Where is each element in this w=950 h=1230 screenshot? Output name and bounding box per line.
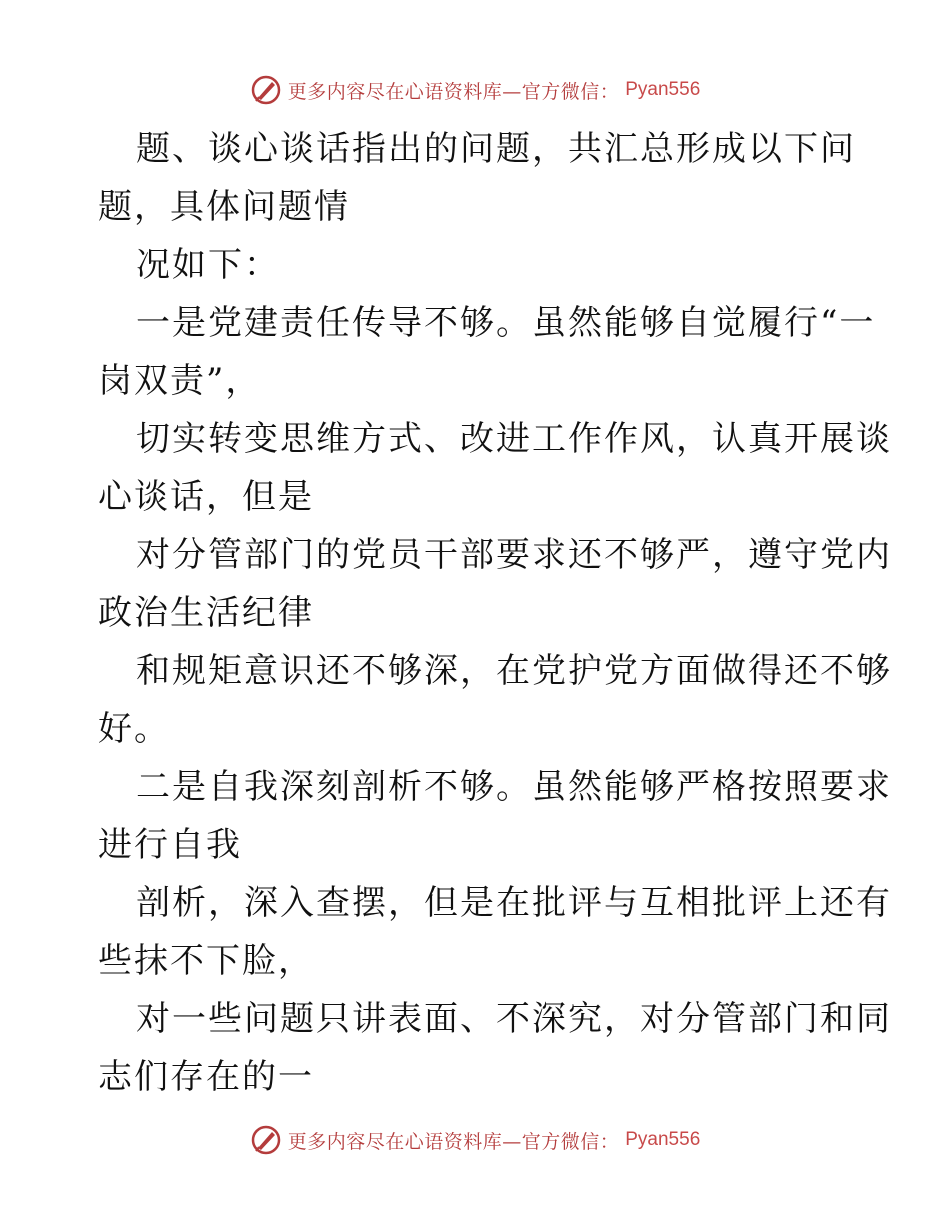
- watermark-text: 更多内容尽在心语资料库—官方微信：: [287, 80, 620, 103]
- text-line: 进行自我: [98, 825, 242, 865]
- watermark-text: 更多内容尽在心语资料库—官方微信：: [287, 1130, 620, 1153]
- text-line: 题、谈心谈话指出的问题，共汇总形成以下问: [136, 129, 856, 169]
- text-line: 题，具体问题情: [98, 187, 350, 227]
- quill-logo-icon: [250, 1124, 282, 1156]
- text-line: 政治生活纪律: [98, 593, 314, 633]
- header-watermark: [0, 70, 950, 110]
- text-line: 好。: [98, 709, 170, 749]
- text-line: 对一些问题只讲表面、不深究，对分管部门和同: [136, 999, 892, 1039]
- document-body: [98, 120, 892, 1106]
- text-line: 心谈话，但是: [98, 477, 314, 517]
- text-line: 岗双责”，: [98, 361, 262, 401]
- text-line: 切实转变思维方式、改进工作作风，认真开展谈: [136, 419, 892, 459]
- text-line: 对分管部门的党员干部要求还不够严，遵守党内: [136, 535, 892, 575]
- text-line: 和规矩意识还不够深，在党护党方面做得还不够: [136, 651, 892, 691]
- quill-logo-icon: [250, 74, 282, 106]
- watermark-wechat-id: Pyan556: [625, 1129, 701, 1150]
- text-line: 剖析，深入查摆，但是在批评与互相批评上还有: [136, 883, 892, 923]
- footer-watermark: [0, 1120, 950, 1160]
- text-line: 二是自我深刻剖析不够。虽然能够严格按照要求: [136, 767, 892, 807]
- text-line: 志们存在的一: [98, 1057, 314, 1097]
- watermark-wechat-id: Pyan556: [625, 79, 701, 100]
- text-line: 些抹不下脸，: [98, 941, 314, 981]
- text-line: 一是党建责任传导不够。虽然能够自觉履行“一: [136, 303, 876, 343]
- text-line: 况如下：: [136, 245, 280, 285]
